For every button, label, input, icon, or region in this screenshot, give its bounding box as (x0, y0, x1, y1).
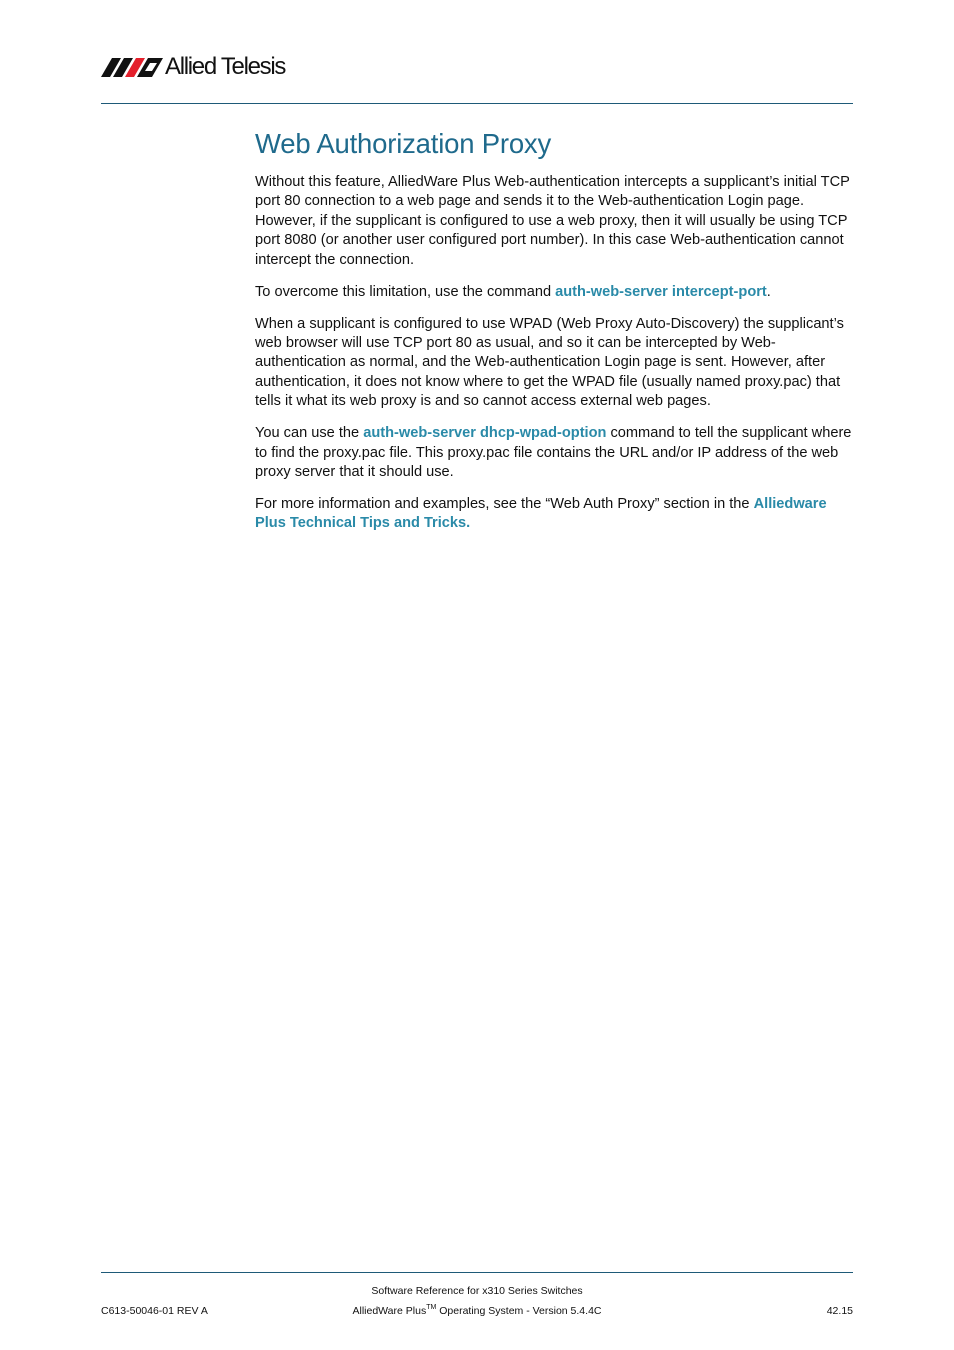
allied-telesis-logo (101, 52, 285, 82)
brand-name: Allied Telesis (165, 53, 286, 80)
paragraph-4 (255, 424, 855, 482)
main-content (255, 126, 855, 534)
paragraph-2 (255, 283, 855, 302)
page-title: Web Authorization Proxy (255, 128, 552, 159)
footer-os-suffix: Operating System - Version 5.4.4C (436, 1305, 602, 1317)
page-header (101, 48, 853, 105)
auth-web-server-intercept-port-link[interactable]: auth-web-server intercept-port (555, 283, 767, 300)
footer-os-version (101, 1305, 853, 1317)
paragraph-4-text-after: command to tell the supplicant where to find the proxy.pac file. This proxy.pac file contains the URL and/or IP address of the web proxy server that it should use. (255, 425, 852, 481)
footer-os-prefix: AlliedWare Plus (352, 1305, 427, 1317)
paragraph-3: When a supplicant is configured to use WPAD (Web Proxy Auto-Discovery) the supplicant’s web browser will use TCP port 80 as usual, and so it can be intercepted by Web-authentication as normal, and the Web-authentication Login page is sent. However, after authentication, it does not know where to get the WPAD file (usually named proxy.pac) that tells it what its web proxy is and so cannot access external web pages. (255, 315, 844, 410)
page-number: 42.15 (826, 1305, 853, 1317)
auth-web-server-dhcp-wpad-option-link[interactable]: auth-web-server dhcp-wpad-option (363, 425, 607, 442)
paragraph-5 (255, 495, 855, 534)
allied-telesis-logo-mark-icon (101, 57, 163, 77)
header-divider (101, 103, 853, 104)
trademark-mark: TM (426, 1304, 437, 1311)
footer-doc-title: Software Reference for x310 Series Switches (371, 1285, 583, 1297)
paragraph-4-text-before: You can use the (255, 425, 364, 442)
paragraph-1: Without this feature, AlliedWare Plus Web-authentication intercepts a supplicant’s initial TCP port 80 connection to a web page and sends it to the Web-authentication Login page. However, if the supplicant is configured to use a web proxy, then it will usually be using TCP port 8080 (or another user configured port number). In this case Web-authentication cannot intercept the connection. (255, 174, 850, 268)
paragraph-2-text-before: To overcome this limitation, use the command (255, 283, 556, 300)
paragraph-5-text-before: For more information and examples, see the “Web Auth Proxy” section in the (255, 496, 754, 513)
technical-tips-and-tricks-link[interactable]: Alliedware Plus Technical Tips and Tricks. (255, 496, 827, 532)
footer-divider (101, 1272, 853, 1273)
paragraph-2-text-after: . (766, 283, 771, 300)
footer-doc-id: C613-50046-01 REV A (101, 1305, 208, 1317)
